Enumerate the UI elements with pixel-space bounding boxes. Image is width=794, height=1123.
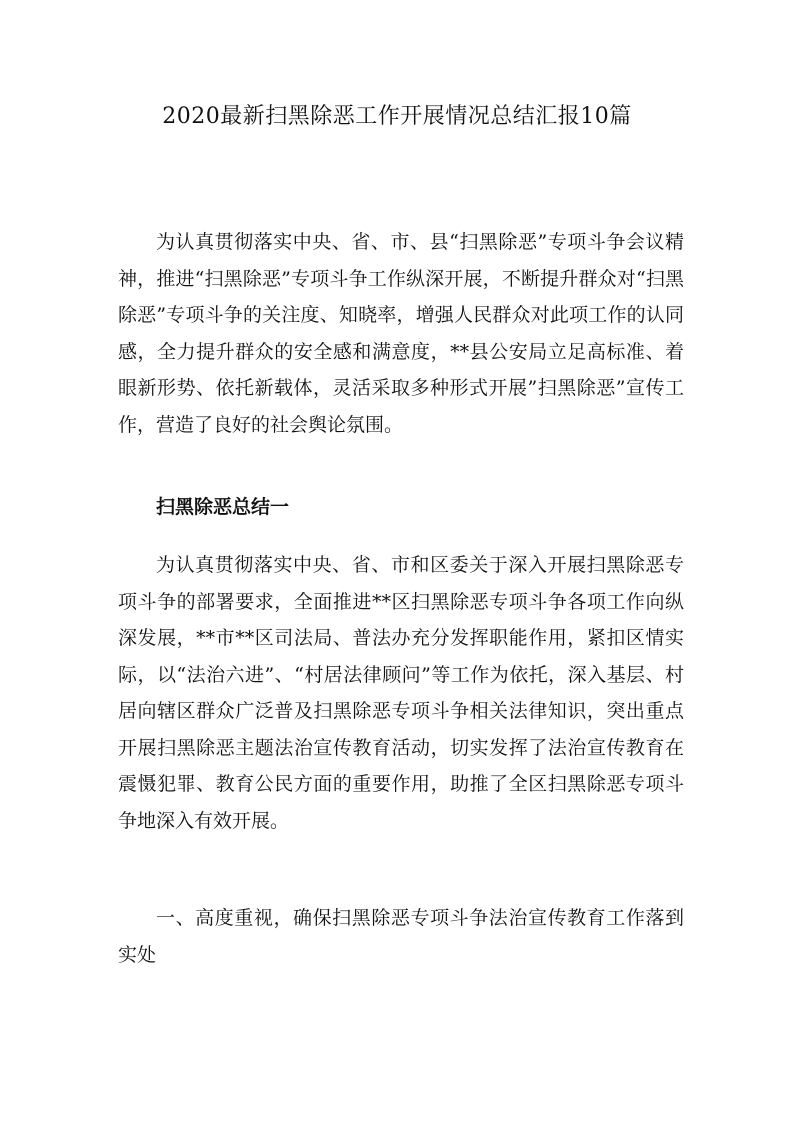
summary-heading: 扫黑除恶总结一 [156, 496, 290, 518]
document-title: 2020最新扫黑除恶工作开展情况总结汇报10篇 [162, 104, 632, 129]
summary-paragraph: 为认真贯彻落实中央、省、市和区委关于深入开展扫黑除恶专项斗争的部署要求，全面推进**区扫黑除恶专项斗争各项工作向纵深发展，**市**区司法局、普法办充分发挥职能作用，紧扣区情实际，以“法治六进”、“村居法律顾问”等工作为依托，深入基层、村居向辖区群众广泛普及扫黑除恶专项斗争相关法律知识，突出重点开展扫黑除恶主题法治宣传教育活动，切实发挥了法治宣传教育在震慑犯罪、教育公民方面的重要作用，助推了全区扫黑除恶专项斗争地深入有效开展。 [118, 554, 684, 832]
section-heading: 一、高度重视，确保扫黑除恶专项斗争法治宣传教育工作落到实处 [118, 907, 684, 966]
intro-paragraph: 为认真贯彻落实中央、省、市、县“扫黑除恶”专项斗争会议精神，推进“扫黑除恶”专项斗争工作纵深开展，不断提升群众对“扫黑除恶”专项斗争的关注度、知晓率，增强人民群众对此项工作的认同感，全力提升群众的安全感和满意度，**县公安局立足高标准、着眼新形势、依托新载体，灵活采取多种形式开展”扫黑除恶”宣传工作，营造了良好的社会舆论氛围。 [118, 231, 684, 436]
